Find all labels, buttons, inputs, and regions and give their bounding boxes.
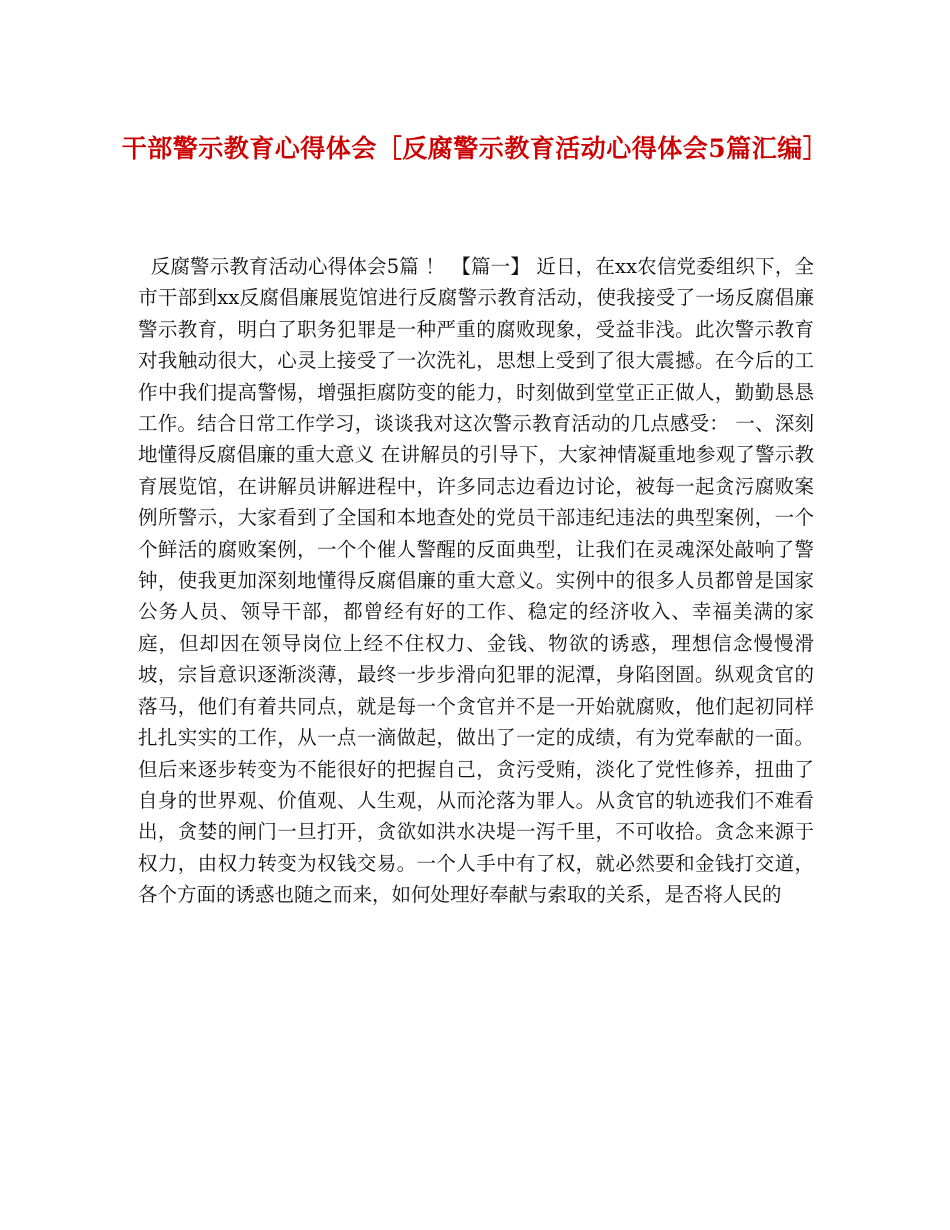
document-body-paragraph: 反腐警示教育活动心得体会5篇 ！ 【篇一】 近日，在xx农信党委组织下，全市干部到xx反腐倡廉展览馆进行反腐警示教育活动，使我接受了一场反腐倡廉警示教育，明白了职务犯罪是一种严重的腐败现象，受益非浅。此次警示教育对我触动很大，心灵上接受了一次洗礼，思想上受到了很大震撼。在今后的工作中我们提高警惕，增强拒腐防变的能力，时刻做到堂堂正正做人，勤勤恳恳工作。结合日常工作学习，谈谈我对这次警示教育活动的几点感受： 一、深刻地懂得反腐倡廉的重大意义 在讲解员的引导下，大家神情凝重地参观了警示教育展览馆，在讲解员讲解进程中，许多同志边看边讨论，被每一起贪污腐败案例所警示，大家看到了全国和本地查处的党员干部违纪违法的典型案例，一个个鲜活的腐败案例，一个个催人警醒的反面典型，让我们在灵魂深处敲响了警钟，使我更加深刻地懂得反腐倡廉的重大意义。实例中的很多人员都曾是国家公务人员、领导干部，都曾经有好的工作、稳定的经济收入、幸福美满的家庭，但却因在领导岗位上经不住权力、金钱、物欲的诱惑，理想信念慢慢滑坡，宗旨意识逐渐淡薄，最终一步步滑向犯罪的泥潭，身陷囹圄。纵观贪官的落马，他们有着共同点，就是每一个贪官并不是一开始就腐败，他们起初同样扎扎实实的工作，从一点一滴做起，做出了一定的成绩，有为党奉献的一面。但后来逐步转变为不能很好的把握自己，贪污受贿，淡化了党性修养，扭曲了自身的世界观、价值观、人生观，从而沦落为罪人。从贪官的轨迹我们不难看出，贪婪的闸门一旦打开，贪欲如洪水决堤一泻千里，不可收拾。贪念来源于权力，由权力转变为权钱交易。一个人手中有了权，就必然要和金钱打交道，各个方面的诱惑也随之而来，如何处理好奉献与索取的关系，是否将人民的 xyxy=(138,255,814,907)
document-title: 干部警示教育心得体会［反腐警示教育活动心得体会5篇汇编］ xyxy=(121,134,829,163)
